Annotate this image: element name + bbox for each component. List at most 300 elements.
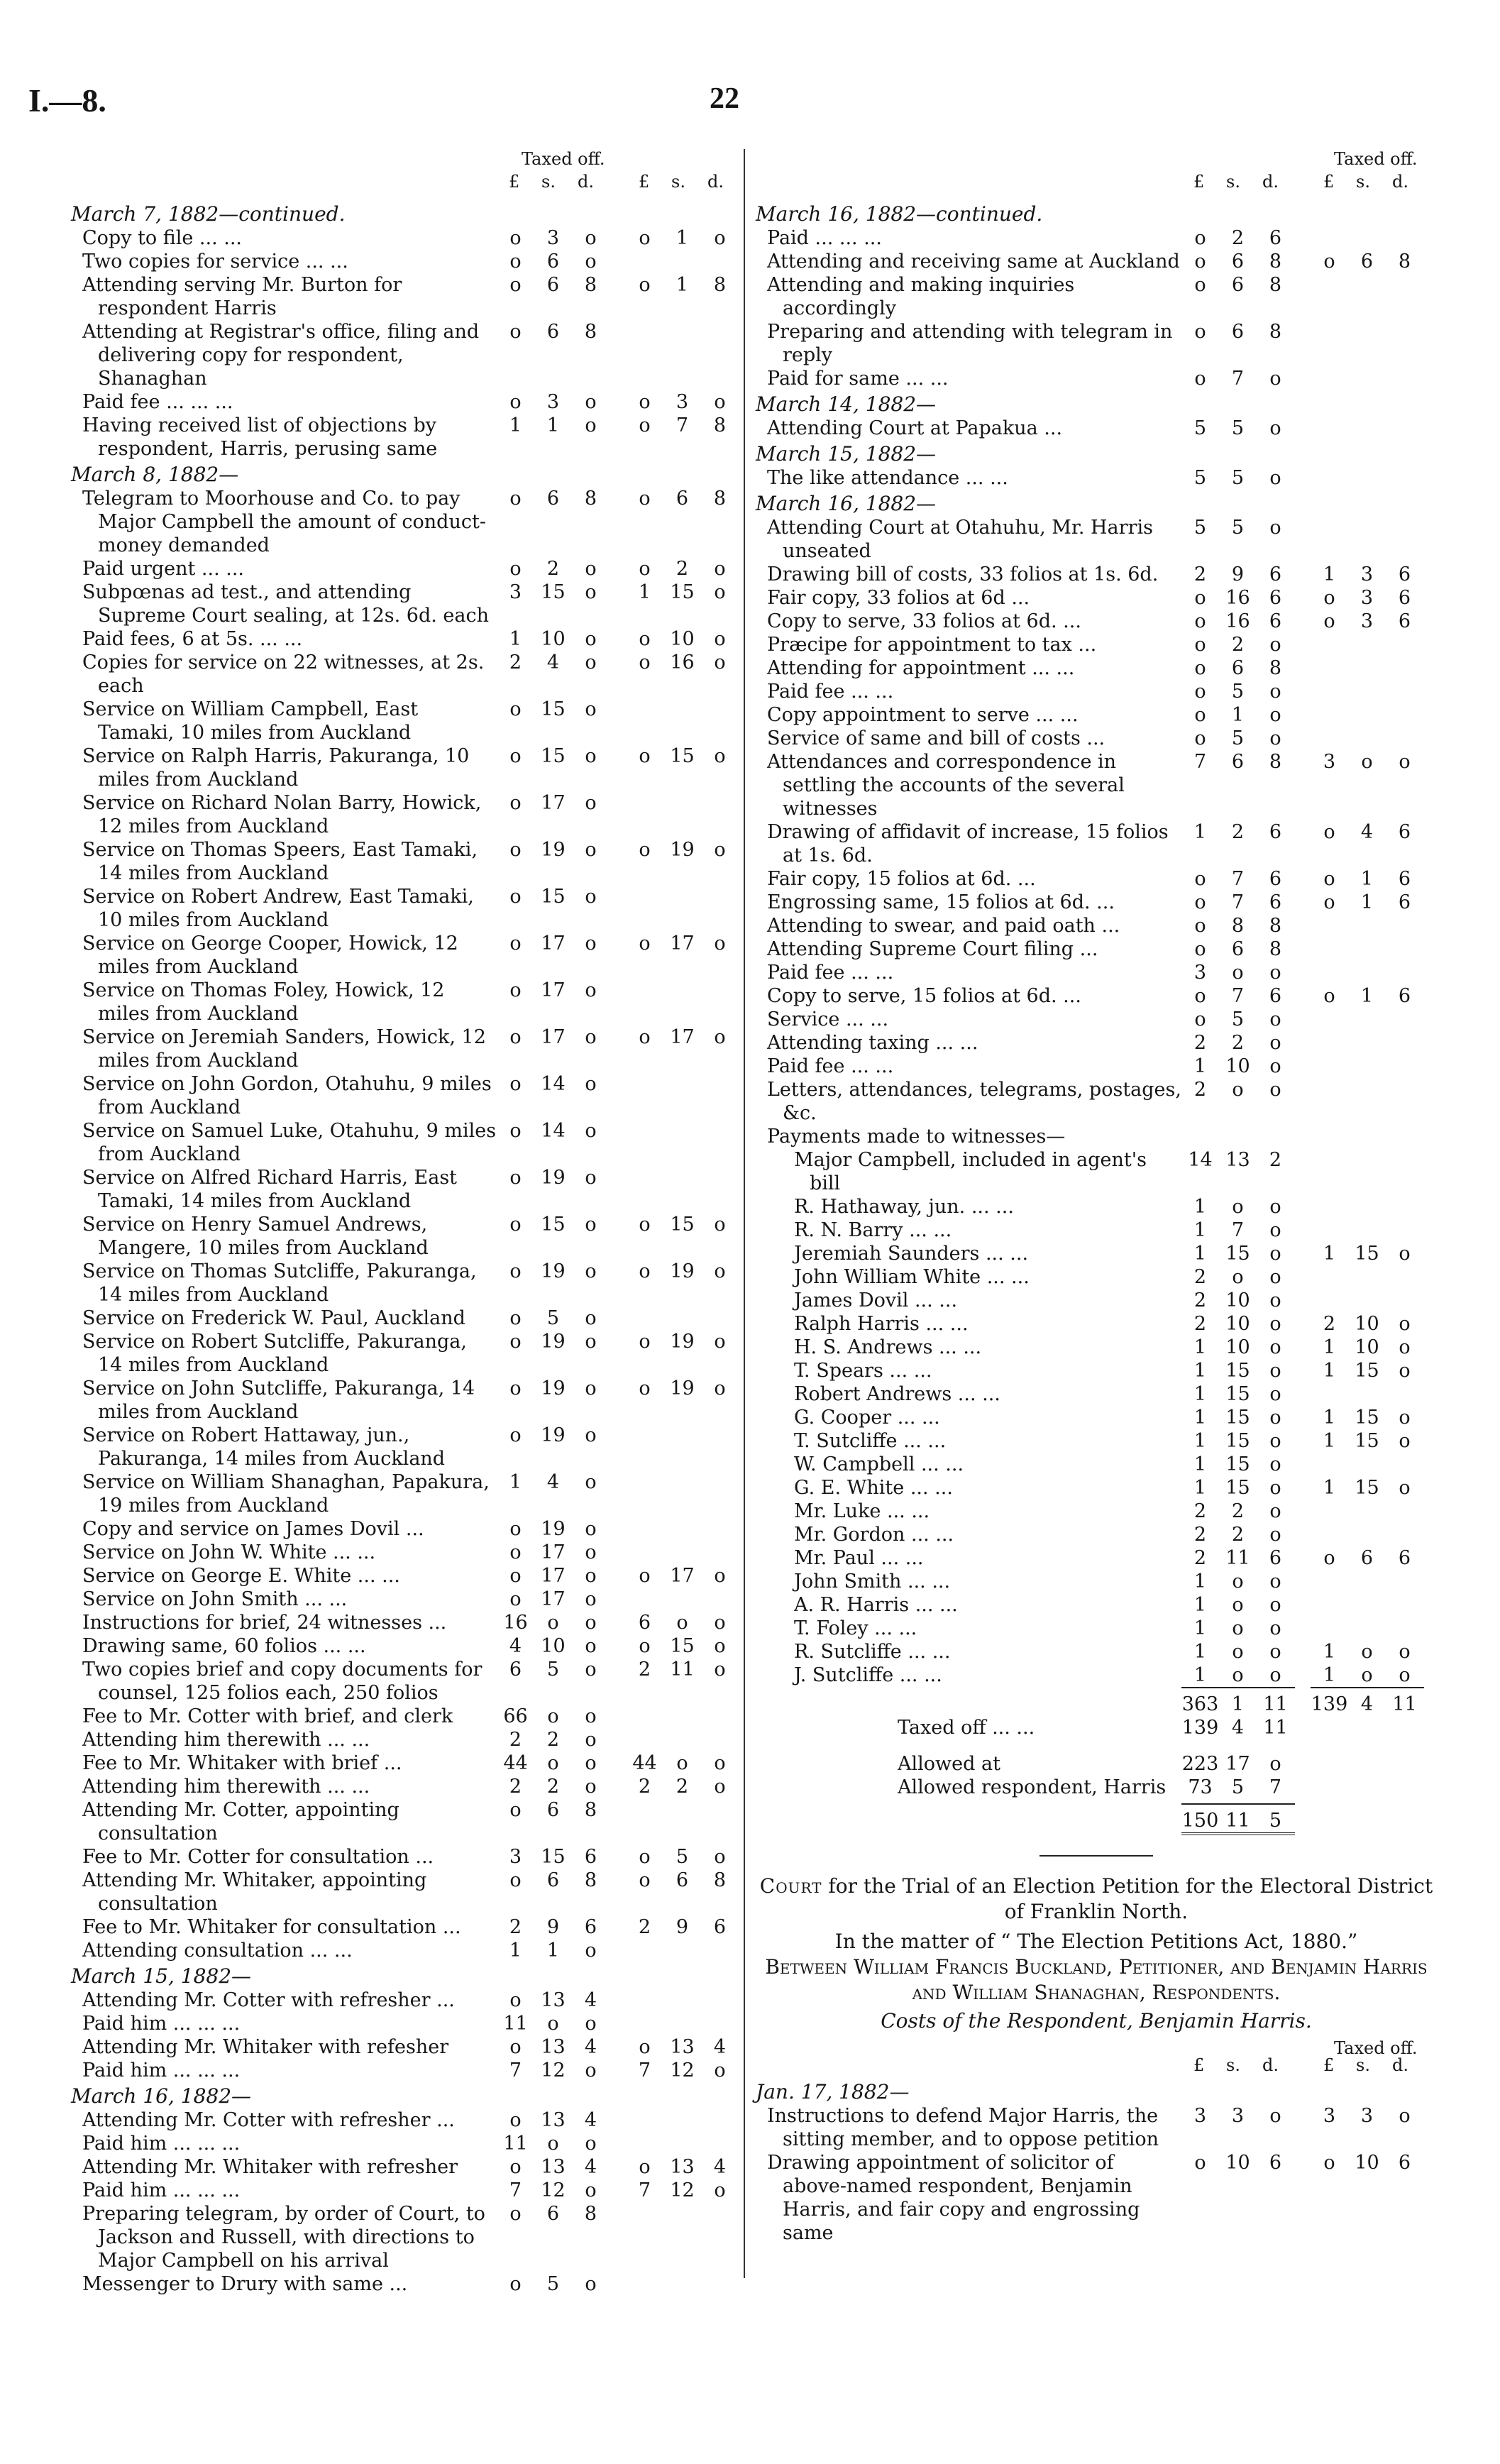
amount-pounds: 4 <box>509 1635 522 1657</box>
ledger-row <box>71 1470 752 1517</box>
ledger-row <box>71 627 752 651</box>
amount-cells <box>1181 961 1295 984</box>
taxed-off-label: Taxed off ... ... <box>898 1717 1035 1739</box>
amount-shillings: 5 <box>546 1307 560 1329</box>
item-description: Service ... ... <box>767 1008 889 1030</box>
amount-cells <box>497 744 610 768</box>
item-description: Service on George Cooper, Howick, 12 miles from Auckland <box>82 933 458 978</box>
amount-pence: 7 <box>1269 1776 1282 1798</box>
amount-pence: o <box>585 1307 597 1329</box>
amount-cells <box>1181 1429 1295 1453</box>
taxed-shillings: 6 <box>675 1869 689 1891</box>
taxed-cells <box>626 390 739 414</box>
item-description: Major Campbell, included in agent's bill <box>794 1149 1147 1194</box>
ledger-row <box>71 1541 752 1564</box>
amount-pence: o <box>1269 1008 1281 1030</box>
amount-pounds: o <box>509 2273 522 2295</box>
amount-pence: o <box>585 933 597 955</box>
amount-cells <box>1181 1453 1295 1476</box>
amount-pence: 8 <box>584 321 597 343</box>
ledger-row <box>71 1728 752 1751</box>
amount-pence: o <box>585 651 597 673</box>
amount-pounds: o <box>509 1518 522 1540</box>
amount-pence: o <box>585 1167 597 1189</box>
amount-shillings: 17 <box>541 979 566 1001</box>
item-description: Paid fees, 6 at 5s. ... ... <box>82 628 303 650</box>
amount-pence: o <box>585 1260 597 1282</box>
taxed-cells <box>1311 867 1424 891</box>
taxed-pounds: 3 <box>1323 751 1336 773</box>
amount-pence: 6 <box>1269 610 1282 632</box>
ledger-row <box>756 1500 1437 1523</box>
taxed-shillings: 17 <box>670 1026 695 1048</box>
item-description: Attending Mr. Cotter, appointing consultation <box>82 1799 399 1844</box>
taxed-pence: o <box>714 1377 726 1399</box>
amount-pounds: o <box>509 1989 522 2011</box>
amount-pounds: 1 <box>1193 1571 1207 1593</box>
amount-shillings: 1 <box>1231 704 1245 726</box>
amount-pence: 8 <box>584 1869 597 1891</box>
ledger-row <box>756 1593 1437 1617</box>
amount-pence: o <box>1269 962 1281 984</box>
taxed-pounds: o <box>1323 587 1335 609</box>
ledger-row <box>71 1307 752 1330</box>
taxed-cells <box>1311 1476 1424 1500</box>
taxed-shillings: 16 <box>670 651 695 673</box>
taxed-pence: 6 <box>1398 868 1411 890</box>
ledger-row <box>756 1008 1437 1031</box>
taxed-pounds: 1 <box>1323 563 1336 585</box>
amount-pence: 6 <box>584 1846 597 1868</box>
item-description: Paid him ... ... ... <box>82 2013 241 2035</box>
amount-shillings: 15 <box>541 698 566 720</box>
ledger-row <box>756 417 1437 440</box>
taxed-shillings: 4 <box>1360 1693 1374 1715</box>
amount-pence: o <box>585 1424 597 1446</box>
taxed-pounds: o <box>639 628 651 650</box>
taxed-shillings: 6 <box>675 488 689 510</box>
amount-shillings: 15 <box>541 1846 566 1868</box>
taxed-cells <box>626 2179 739 2202</box>
amount-cells <box>497 2012 610 2035</box>
item-description: Drawing appointment of solicitor of above-named respondent, Benjamin Harris, and fair copy and engrossing same <box>767 2152 1140 2244</box>
amount-pence: o <box>1269 1243 1281 1265</box>
amount-pence: o <box>1269 1032 1281 1054</box>
taxed-pence: o <box>714 745 726 767</box>
taxed-cells <box>626 838 739 862</box>
amount-pence: o <box>1269 704 1281 726</box>
taxed-pounds: 44 <box>632 1752 657 1774</box>
item-description: Fee to Mr. Whitaker with brief ... <box>82 1752 402 1774</box>
ledger-row <box>71 1166 752 1213</box>
ledger-row <box>756 1125 1437 1148</box>
taxed-pounds: o <box>1323 891 1335 913</box>
taxed-cells <box>626 557 739 581</box>
pound-heading: £ <box>1193 2055 1205 2075</box>
taxed-cells <box>1311 1429 1424 1453</box>
amount-shillings: 10 <box>541 1635 566 1657</box>
taxed-pence: 11 <box>1392 1693 1417 1715</box>
ledger-row <box>756 984 1437 1008</box>
amount-shillings: 5 <box>1231 1008 1245 1030</box>
amount-pounds: 1 <box>1193 1477 1207 1499</box>
date-heading <box>71 1964 752 1989</box>
item-description: Service on Thomas Sutcliffe, Pakuranga, 14 miles from Auckland <box>82 1260 477 1306</box>
amount-shillings: 13 <box>541 1989 566 2011</box>
taxed-cells <box>626 932 739 955</box>
ledger-row <box>71 744 752 791</box>
amount-shillings: 1 <box>546 1940 560 1962</box>
item-description: Service on Thomas Speers, East Tamaki, 14 miles from Auckland <box>82 839 478 884</box>
amount-pence: o <box>585 1471 597 1493</box>
amount-cells <box>497 2108 610 2132</box>
amount-pence: o <box>585 391 597 413</box>
amount-shillings: 8 <box>1231 915 1245 937</box>
amount-pounds: 1 <box>1193 1219 1207 1241</box>
amount-shillings: 19 <box>541 1167 566 1189</box>
amount-pence: 6 <box>1269 587 1282 609</box>
amount-pounds: 2 <box>1193 1313 1207 1335</box>
left-ledger <box>71 202 752 2296</box>
taxed-shillings: 15 <box>670 1635 695 1657</box>
item-description: Fee to Mr. Whitaker for consultation ... <box>82 1916 461 1938</box>
amount-cells <box>497 627 610 651</box>
amount-cells <box>1181 1617 1295 1640</box>
amount-shillings: 5 <box>1231 727 1245 749</box>
amount-pounds: 1 <box>509 628 522 650</box>
amount-cells <box>1181 1078 1295 1101</box>
item-description: Paid fee ... ... <box>767 1055 894 1077</box>
ledger-row <box>71 1775 752 1798</box>
taxed-shillings: o <box>676 1752 688 1774</box>
left-column <box>71 149 752 2296</box>
amount-shillings: 10 <box>1225 1055 1250 1077</box>
amount-pence: o <box>585 1120 597 1142</box>
amount-pence: o <box>1269 1664 1281 1686</box>
amount-shillings: 19 <box>541 1331 566 1353</box>
amount-cells <box>497 1775 610 1798</box>
amount-cells <box>497 581 610 604</box>
amount-pence: 8 <box>1269 915 1282 937</box>
amount-shillings: 15 <box>541 581 566 603</box>
item-description: Instructions to defend Major Harris, the sitting member, and to oppose petition <box>767 2105 1159 2150</box>
amount-pounds: o <box>1194 985 1206 1007</box>
amount-pence: o <box>1269 681 1281 703</box>
item-description: Copy appointment to serve ... ... <box>767 704 1079 726</box>
amount-pence: o <box>585 1026 597 1048</box>
item-description: Service on Samuel Luke, Otahuhu, 9 miles from Auckland <box>82 1120 497 1165</box>
taxed-pence: o <box>714 1260 726 1282</box>
amount-pence: 11 <box>1263 1717 1288 1739</box>
taxed-shillings: 9 <box>675 1916 689 1938</box>
amount-shillings: 6 <box>1231 657 1245 679</box>
item-description: T. Sutcliffe ... ... <box>794 1430 947 1452</box>
ledger-row <box>71 414 752 461</box>
amount-shillings: 2 <box>1231 1500 1245 1522</box>
taxed-pence: o <box>714 839 726 861</box>
amount-cells <box>1181 1570 1295 1593</box>
ledger-row <box>756 914 1437 937</box>
taxed-shillings: 13 <box>670 2156 695 2178</box>
amount-pence: o <box>585 1705 597 1727</box>
amount-pounds: 11 <box>503 2133 528 2155</box>
taxed-shillings: 12 <box>670 2059 695 2081</box>
amount-pence: o <box>1269 1524 1281 1546</box>
amount-pounds: o <box>509 979 522 1001</box>
amount-cells <box>1181 1219 1295 1242</box>
ledger-row <box>756 1219 1437 1242</box>
amount-shillings: 15 <box>1225 1453 1250 1475</box>
taxed-pence: o <box>1399 1664 1411 1686</box>
taxed-shillings: 2 <box>675 558 689 580</box>
taxed-pence: o <box>714 1612 726 1634</box>
court-ledger <box>756 2079 1437 2245</box>
taxed-cells <box>626 744 739 768</box>
amount-shillings: 19 <box>541 1518 566 1540</box>
item-description: Copy and service on James Dovil ... <box>82 1518 424 1540</box>
taxed-pounds: o <box>639 745 651 767</box>
amount-pence: o <box>1269 368 1281 390</box>
taxed-pounds: o <box>1323 2152 1335 2174</box>
item-description: Instructions for brief, 24 witnesses ... <box>82 1612 447 1634</box>
amount-pence: 6 <box>1269 985 1282 1007</box>
taxed-pounds: o <box>639 274 651 296</box>
taxed-pounds: o <box>639 933 651 955</box>
taxed-shillings: 5 <box>675 1846 689 1868</box>
taxed-shillings: 19 <box>670 839 695 861</box>
amount-cells <box>1181 1055 1295 1078</box>
amount-shillings: 19 <box>541 1260 566 1282</box>
amount-pounds: 3 <box>509 1846 522 1868</box>
amount-shillings: 1 <box>546 414 560 436</box>
amount-cells <box>1181 750 1295 774</box>
amount-shillings: 2 <box>1231 1032 1245 1054</box>
ledger-row <box>71 1845 752 1869</box>
ledger-row <box>756 250 1437 273</box>
taxed-pence: o <box>714 2179 726 2201</box>
ledger-row <box>756 516 1437 563</box>
item-description: Attending and making inquiries accordingly <box>767 274 1075 319</box>
taxed-cells <box>1311 250 1424 273</box>
item-description: Attending consultation ... ... <box>82 1940 353 1962</box>
item-description: Drawing same, 60 folios ... ... <box>82 1635 366 1657</box>
ledger-row <box>71 2155 752 2179</box>
amount-pounds: o <box>1194 610 1206 632</box>
amount-pounds: 1 <box>1193 1617 1207 1639</box>
item-description: Attending Mr. Whitaker with refesher <box>82 2036 449 2058</box>
ledger-row <box>71 651 752 698</box>
amount-cells <box>497 390 610 414</box>
item-description: John Smith ... ... <box>794 1571 951 1593</box>
item-description: Service on Frederick W. Paul, Auckland <box>82 1307 465 1329</box>
amount-pence: 8 <box>1269 274 1282 296</box>
amount-cells <box>497 1705 610 1728</box>
amount-pence: o <box>1269 1289 1281 1311</box>
amount-pence: o <box>585 1565 597 1587</box>
ledger-row <box>71 1751 752 1775</box>
date-heading <box>756 2079 1437 2104</box>
amount-shillings: 15 <box>541 745 566 767</box>
ledger-row <box>756 1476 1437 1500</box>
taxed-shillings: 10 <box>1355 2152 1379 2174</box>
taxed-pounds: 7 <box>638 2059 651 2081</box>
amount-pounds: 2 <box>509 651 522 673</box>
ledger-row <box>71 2012 752 2035</box>
amount-shillings: 7 <box>1231 868 1245 890</box>
item-description: A. R. Harris ... ... <box>794 1594 958 1616</box>
amount-shillings: o <box>547 1612 559 1634</box>
amount-shillings: o <box>1232 1594 1244 1616</box>
amount-shillings: 15 <box>1225 1477 1250 1499</box>
taxed-shillings: 19 <box>670 1377 695 1399</box>
amount-cells <box>1181 250 1295 273</box>
item-description: Attending Supreme Court filing ... <box>767 938 1098 960</box>
taxed-shillings: 15 <box>1355 1407 1379 1429</box>
taxed-pence: o <box>714 1659 726 1681</box>
item-description: Service on Robert Andrew, East Tamaki, 10 miles from Auckland <box>82 886 474 931</box>
amount-shillings: 10 <box>1225 1289 1250 1311</box>
amount-pounds: 3 <box>1193 2105 1207 2127</box>
ledger-row <box>71 320 752 390</box>
item-description: Service of same and bill of costs ... <box>767 727 1105 749</box>
item-description: Paid fee ... ... <box>767 681 894 703</box>
amount-pence: o <box>585 1073 597 1095</box>
amount-pence: o <box>1269 1594 1281 1616</box>
taxed-pence: o <box>1399 1430 1411 1452</box>
ledger-row <box>756 727 1437 750</box>
amount-pounds: o <box>509 227 522 249</box>
amount-shillings: 17 <box>541 792 566 814</box>
date-heading <box>756 202 1437 226</box>
ledger-row <box>756 1523 1437 1546</box>
item-description: Paid for same ... ... <box>767 368 949 390</box>
amount-pounds: o <box>509 1307 522 1329</box>
amount-pounds: o <box>509 792 522 814</box>
taxed-pounds: o <box>639 1846 651 1868</box>
left-column-header <box>71 149 752 200</box>
taxed-pence: o <box>714 1752 726 1774</box>
ledger-row <box>756 680 1437 703</box>
amount-cells <box>497 1564 610 1588</box>
amount-shillings: 6 <box>546 1799 560 1821</box>
taxed-pound-heading: £ <box>639 172 650 192</box>
amount-cells <box>1181 226 1295 250</box>
amount-pounds: 223 <box>1181 1753 1219 1775</box>
item-description: Service on Ralph Harris, Pakuranga, 10 miles from Auckland <box>82 745 470 791</box>
ledger-row <box>756 703 1437 727</box>
date-text: Jan. 17, 1882— <box>756 2080 910 2103</box>
amount-cells <box>497 1517 610 1541</box>
taxed-cells <box>626 1751 739 1775</box>
court-column-header <box>756 2038 1437 2078</box>
amount-cells <box>497 2132 610 2155</box>
item-description: Service on William Campbell, East Tamaki, 10 miles from Auckland <box>82 698 419 744</box>
amount-cells <box>1181 867 1295 891</box>
ledger-row <box>71 2035 752 2059</box>
ledger-row <box>756 1195 1437 1219</box>
taxed-shillings: 2 <box>675 1776 689 1798</box>
item-description: T. Spears ... ... <box>794 1360 932 1382</box>
amount-shillings: 1 <box>1231 1693 1245 1715</box>
amount-cells <box>497 979 610 1002</box>
amount-pounds: 44 <box>503 1752 528 1774</box>
amount-shillings: 5 <box>1231 681 1245 703</box>
taxed-cells <box>626 1564 739 1588</box>
amount-shillings: 6 <box>1231 938 1245 960</box>
amount-cells <box>1181 1382 1295 1406</box>
ledger-row <box>756 610 1437 633</box>
amount-shillings: 5 <box>1231 1776 1245 1798</box>
amount-pounds: o <box>1194 227 1206 249</box>
amount-pounds: o <box>509 1377 522 1399</box>
amount-pounds: 7 <box>1193 751 1207 773</box>
taxed-pounds: 2 <box>638 1916 651 1938</box>
amount-shillings: 15 <box>1225 1430 1250 1452</box>
item-description: Service on Robert Sutcliffe, Pakuranga, 14 miles from Auckland <box>82 1331 467 1376</box>
amount-shillings: 3 <box>546 227 560 249</box>
amount-pounds: o <box>509 2156 522 2178</box>
item-description: Engrossing same, 15 folios at 6d. ... <box>767 891 1115 913</box>
amount-pounds: 5 <box>1193 517 1207 539</box>
right-ledger <box>756 202 1437 1687</box>
date-text: March 16, 1882— <box>756 492 937 515</box>
taxed-shillings: 15 <box>670 745 695 767</box>
item-description: Service on Thomas Foley, Howick, 12 miles from Auckland <box>82 979 445 1025</box>
shilling-heading: s. <box>1226 2055 1240 2075</box>
ledger-row <box>756 1289 1437 1312</box>
taxed-pounds: o <box>639 1565 651 1587</box>
taxed-pounds: 1 <box>1323 1407 1336 1429</box>
ledger-row <box>756 226 1437 250</box>
amount-pounds: o <box>509 391 522 413</box>
amount-cells <box>497 1634 610 1658</box>
amount-pence: o <box>1269 1477 1281 1499</box>
ledger-row <box>71 487 752 557</box>
amount-pounds: 5 <box>1193 417 1207 439</box>
ledger-row <box>71 1915 752 1939</box>
taxed-shillings: 17 <box>670 1565 695 1587</box>
taxed-pence: 8 <box>713 274 727 296</box>
amount-cells <box>1181 466 1295 490</box>
gross-total-row <box>756 1693 1437 1716</box>
amount-pounds: 1 <box>509 1471 522 1493</box>
amount-pounds: o <box>509 1260 522 1282</box>
amount-shillings: 17 <box>541 1565 566 1587</box>
taxed-cells <box>1311 891 1424 914</box>
ledger-row <box>71 581 752 627</box>
item-description: Paid him ... ... ... <box>82 2133 241 2155</box>
amount-cells <box>1181 937 1295 961</box>
amount-cells <box>497 414 610 437</box>
amount-shillings: o <box>1232 1641 1244 1663</box>
taxed-pence: o <box>1399 1477 1411 1499</box>
amount-pounds: 2 <box>1193 1524 1207 1546</box>
amount-pence: 11 <box>1263 1693 1288 1715</box>
amount-pounds: 66 <box>503 1705 528 1727</box>
amount-pounds: 11 <box>503 2013 528 2035</box>
taxed-cells <box>1311 1336 1424 1359</box>
item-description: Attending Court at Papakua ... <box>767 417 1063 439</box>
taxed-cells <box>626 226 739 250</box>
amount-pounds: o <box>509 2203 522 2225</box>
amount-pounds: o <box>509 1026 522 1048</box>
taxed-pence: 6 <box>1398 985 1411 1007</box>
taxed-shillings: 6 <box>1360 251 1374 273</box>
amount-pence: o <box>1269 727 1281 749</box>
amount-pence: o <box>1269 1266 1281 1288</box>
item-description: R. Hathaway, jun. ... ... <box>794 1196 1014 1218</box>
amount-pounds: o <box>509 1331 522 1353</box>
